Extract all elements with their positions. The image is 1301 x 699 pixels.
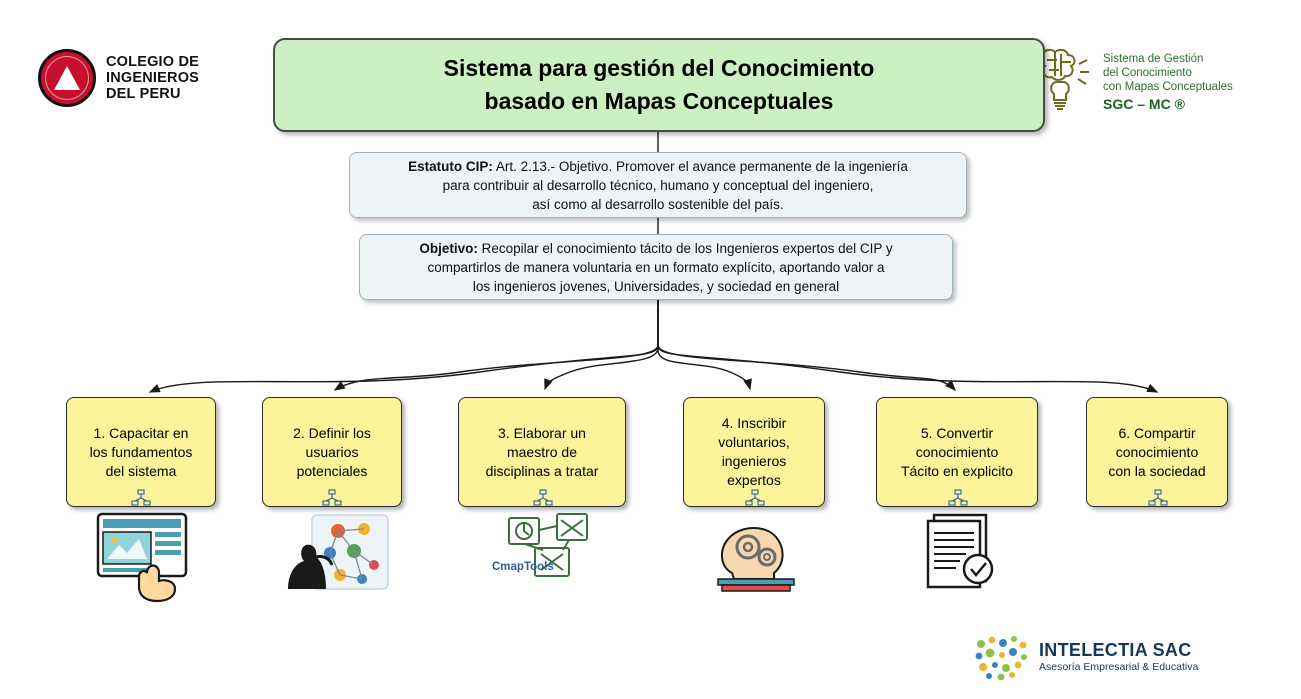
- step-2-line1: 2. Definir los: [293, 424, 371, 441]
- objective-label: Objetivo:: [419, 240, 478, 256]
- objective-line1: Recopilar el conocimiento tácito de los Ingenieros expertos del CIP y: [477, 240, 893, 256]
- step-5-line2: conocimiento: [915, 443, 999, 460]
- sgc-brand: SGC – MC ®: [1103, 95, 1185, 112]
- step-6-line2: conocimiento: [1115, 443, 1199, 460]
- concept-map-badge-4-icon: [745, 489, 765, 507]
- step-2-line3: potenciales: [296, 462, 368, 479]
- head-gears-books-icon: [710, 515, 802, 595]
- step-5-line3: Tácito en explicito: [900, 462, 1014, 479]
- sgc-line2: del Conocimiento: [1103, 66, 1192, 79]
- intelectia-text: [1039, 640, 1198, 674]
- concept-map-badge-3-icon: [533, 489, 553, 507]
- concept-map-badge-6-icon: [1148, 489, 1168, 507]
- objective-line3: los ingenieros jovenes, Universidades, y sociedad en general: [472, 278, 840, 294]
- step-3-line3: disciplinas a tratar: [485, 462, 599, 479]
- concept-map-badge-5-icon: [948, 489, 968, 507]
- sgc-line1: Sistema de Gestión: [1103, 52, 1204, 65]
- cip-logo-line1: COLEGIO DE: [106, 54, 200, 70]
- objective-line2: compartirlos de manera voluntaria en un formato explícito, aportando valor a: [427, 259, 885, 275]
- cip-logo-line3: DEL PERU: [106, 86, 181, 102]
- step-6-line1: 6. Compartir: [1118, 424, 1196, 441]
- step-4-line3: ingenieros: [721, 453, 787, 469]
- step-2-line2: usuarios: [305, 443, 359, 460]
- intelectia-logo: [973, 631, 1263, 683]
- sgc-mc-logo: [1033, 42, 1283, 120]
- concept-map-badge-2-icon: [322, 489, 342, 507]
- cip-logo-text: [106, 54, 199, 102]
- page-title: [273, 38, 1045, 132]
- sgc-line3: con Mapas Conceptuales: [1103, 80, 1233, 93]
- concept-map-badge-1-icon: [131, 489, 151, 507]
- document-check-icon: [920, 513, 1000, 591]
- objective-box: [359, 234, 953, 300]
- step-4-line1: 4. Inscribir: [721, 415, 787, 431]
- step-5-line1: 5. Convertir: [920, 424, 994, 441]
- statute-label: Estatuto CIP:: [408, 158, 493, 174]
- statute-line3: así como al desarrollo sostenible del país.: [532, 196, 784, 212]
- cmaptools-icon: [505, 512, 597, 586]
- page-title-line1: Sistema para gestión del Conocimiento: [443, 55, 875, 81]
- intelectia-dots-icon: [973, 634, 1029, 680]
- cip-seal-icon: [38, 49, 96, 107]
- step-1-line2: los fundamentos: [89, 443, 193, 460]
- page-title-line2: basado en Mapas Conceptuales: [484, 88, 834, 114]
- statute-line1: Art. 2.13.- Objetivo. Promover el avance permanente de la ingeniería: [492, 158, 908, 174]
- cmaptools-caption: CmapTools: [492, 561, 554, 573]
- step-3-line1: 3. Elaborar un: [498, 424, 586, 441]
- intelectia-company: INTELECTIA SAC: [1039, 640, 1192, 660]
- step-4-line2: voluntarios,: [718, 434, 790, 450]
- statute-line2: para contribuir al desarrollo técnico, humano y conceptual del ingeniero,: [442, 177, 874, 193]
- cip-logo-line2: INGENIEROS: [106, 70, 200, 86]
- step-1-line3: del sistema: [105, 462, 177, 479]
- step-6-line3: con la sociedad: [1108, 462, 1206, 479]
- cip-logo: [38, 44, 268, 112]
- dashboard-hand-icon: [95, 511, 191, 603]
- statute-box: [349, 152, 967, 218]
- step-4-line4: expertos: [727, 472, 781, 488]
- sgc-logo-text: [1103, 52, 1233, 111]
- step-3-line2: maestro de: [506, 443, 578, 460]
- step-1-line1: 1. Capacitar en: [93, 424, 189, 441]
- intelectia-tagline: Asesoría Empresarial & Educativa: [1039, 661, 1199, 673]
- person-network-icon: [286, 513, 390, 595]
